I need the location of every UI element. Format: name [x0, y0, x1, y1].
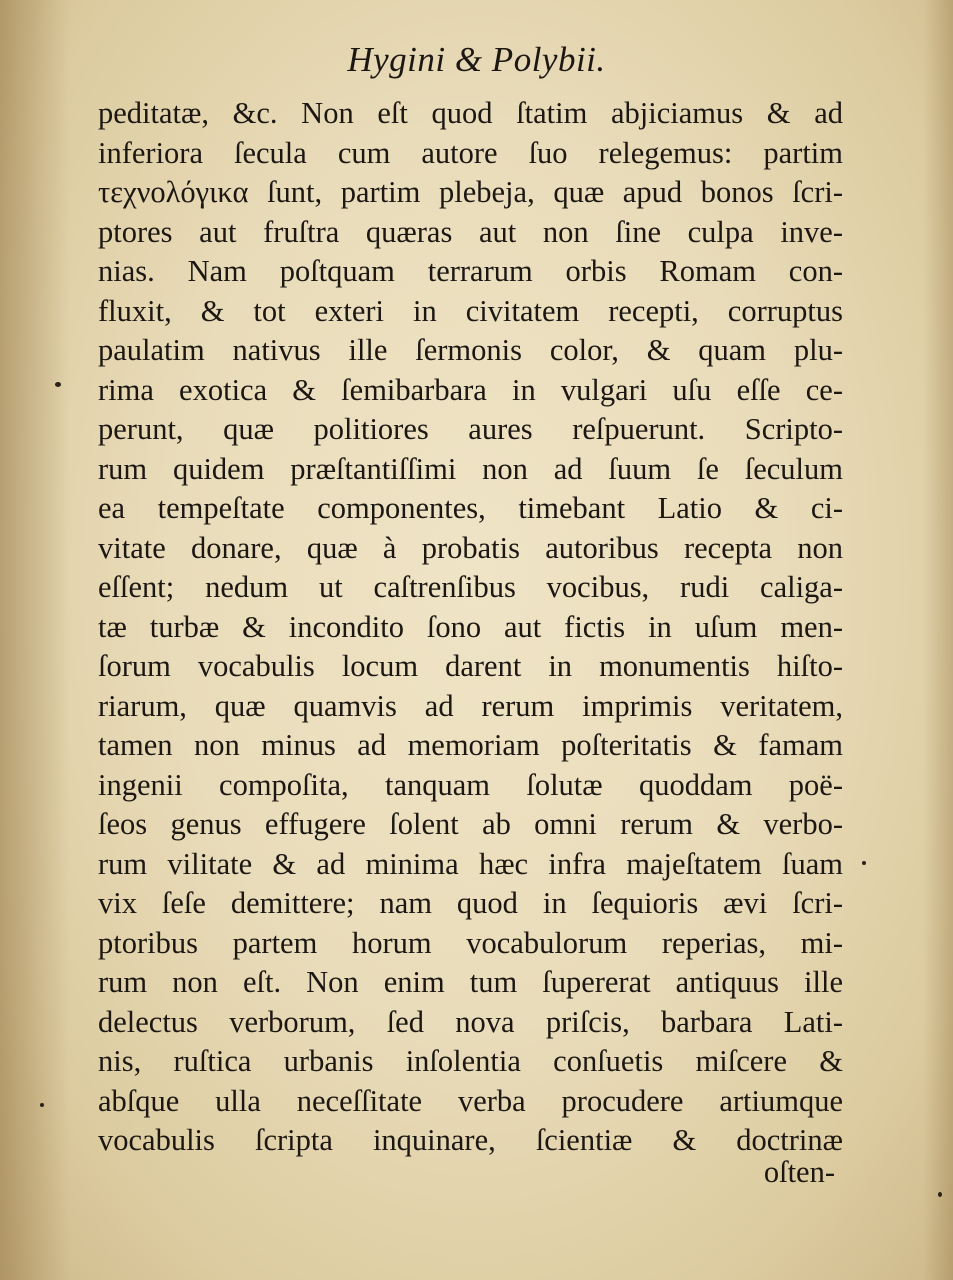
ink-speck: [938, 1192, 942, 1197]
text-line: inferiora ſecula cum autore ſuo relegemus: partim: [98, 135, 843, 170]
text-line: tamen non minus ad memoriam poſteritatis & famam: [98, 728, 843, 762]
text-line: paulatim nativus ille ſermonis color, & quam plu-: [98, 333, 843, 367]
text-line: nias. Nam poſtquam terrarum orbis Romam con-: [98, 254, 843, 288]
text-line: ea tempeſtate componentes, timebant Latio & ci-: [98, 491, 843, 525]
text-line: nis, ruſtica urbanis inſolentia conſuetis miſcere &: [98, 1044, 843, 1078]
page-gutter-shadow: [0, 0, 70, 1280]
text-line: ſeos genus effugere ſolent ab omni rerum & verbo-: [98, 807, 843, 841]
text-line: ſorum vocabulis locum darent in monumentis hiſto-: [98, 649, 843, 683]
text-line: abſque ulla neceſſitate verba procudere artiumque: [98, 1083, 843, 1118]
body-text: [98, 94, 843, 1161]
text-line: vix ſeſe demittere; nam quod in ſequioris ævi ſcri-: [98, 886, 843, 920]
text-line: τεχνολόγικα ſunt, partim plebeja, quæ apud bonos ſcri-: [98, 175, 843, 209]
ink-speck: [55, 382, 61, 387]
text-line: vitate donare, quæ à probatis autoribus recepta non: [98, 530, 843, 565]
text-line: rum vilitate & ad minima hæc infra majeſtatem ſuam: [98, 846, 843, 881]
text-line: perunt, quæ politiores aures reſpuerunt. Scripto-: [98, 412, 843, 446]
text-line: rum non eſt. Non enim tum ſupererat antiquus ille: [98, 965, 843, 999]
text-line: vocabulis ſcripta inquinare, ſcientiæ & doctrinæ: [98, 1123, 843, 1157]
running-head: Hygini & Polybii.: [347, 40, 606, 79]
text-line: eſſent; nedum ut caſtrenſibus vocibus, rudi caliga-: [98, 570, 843, 604]
text-line: rum quidem præſtantiſſimi non ad ſuum ſe ſeculum: [98, 451, 843, 486]
text-line: ptores aut fruſtra quæras aut non ſine culpa inve-: [98, 214, 843, 249]
text-line: ptoribus partem horum vocabulorum reperias, mi-: [98, 925, 843, 960]
text-line: riarum, quæ quamvis ad rerum imprimis veritatem,: [98, 688, 843, 723]
text-line: tæ turbæ & incondito ſono aut fictis in uſum men-: [98, 609, 843, 644]
page-edge-shadow: [923, 0, 953, 1280]
text-line: peditatæ, &c. Non eſt quod ſtatim abjiciamus & ad: [98, 96, 843, 130]
ink-speck: [40, 1103, 44, 1107]
text-line: delectus verborum, ſed nova priſcis, barbara Lati-: [98, 1004, 843, 1039]
ink-speck: [862, 861, 866, 865]
text-line: fluxit, & tot exteri in civitatem recepti, corruptus: [98, 293, 843, 328]
text-line: ingenii compoſita, tanquam ſolutæ quoddam poë-: [98, 767, 843, 802]
text-line: rima exotica & ſemibarbara in vulgari uſu eſſe ce-: [98, 372, 843, 407]
catchword: oſten-: [763, 1155, 835, 1189]
